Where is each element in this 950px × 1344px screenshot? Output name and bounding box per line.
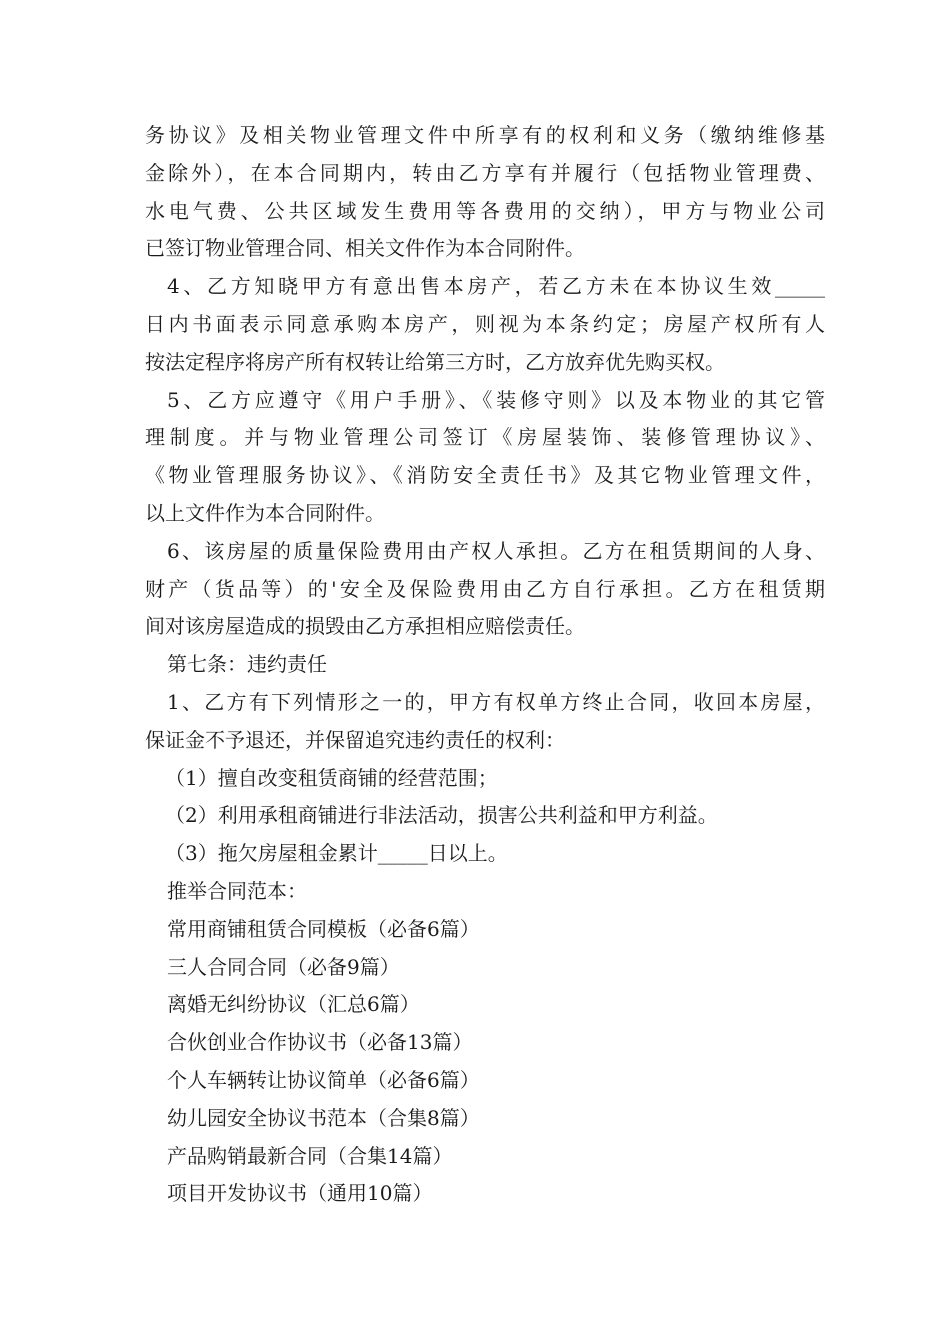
text-line: 金除外），在本合同期内，转由乙方享有并履行（包括物业管理费、 (145, 160, 825, 185)
recommend-link[interactable]: 三人合同合同（必备9篇） (167, 954, 400, 979)
text-line: 日内书面表示同意承购本房产，则视为本条约定；房屋产权所有人 (145, 311, 825, 336)
recommend-link[interactable]: 项目开发协议书（通用10篇） (167, 1181, 433, 1206)
text-line: 理制度。并与物业管理公司签订《房屋装饰、装修管理协议》、 (145, 425, 825, 450)
recommend-link[interactable]: 产品购销最新合同（合集14篇） (167, 1143, 453, 1168)
paragraph-article-7-clause-1 (145, 684, 825, 760)
paragraph-clause-6 (145, 533, 825, 646)
document-body (145, 117, 825, 1213)
text-line: 间对该房屋造成的损毁由乙方承担相应赔偿责任。 (145, 614, 585, 639)
recommend-link[interactable]: 常用商铺租赁合同模板（必备6篇） (167, 916, 480, 941)
article-7-heading: 第七条：违约责任 (167, 652, 327, 677)
recommend-heading: 推举合同范本： (167, 878, 307, 903)
recommend-link[interactable]: 离婚无纠纷协议（汇总6篇） (167, 992, 420, 1017)
text-line: 以上文件作为本合同附件。 (145, 500, 385, 525)
text-line: 1、乙方有下列情形之一的，甲方有权单方终止合同，收回本房屋， (167, 689, 825, 714)
list-item: （2）利用承租商铺进行非法活动，损害公共利益和甲方利益。 (165, 803, 718, 828)
recommend-link[interactable]: 幼儿园安全协议书范本（合集8篇） (167, 1105, 480, 1130)
text-line: 《物业管理服务协议》、《消防安全责任书》及其它物业管理文件， (145, 463, 825, 488)
text-line: 务协议》及相关物业管理文件中所享有的权利和义务（缴纳维修基 (145, 123, 825, 147)
recommend-links-list (145, 911, 825, 1213)
text-line: 已签订物业管理合同、相关文件作为本合同附件。 (145, 236, 585, 261)
recommend-link[interactable]: 个人车辆转让协议简单（必备6篇） (167, 1067, 480, 1092)
text-line: 6、该房屋的质量保险费用由产权人承担。乙方在租赁期间的人身、 (167, 538, 825, 563)
list-item: （1）擅自改变租赁商铺的经营范围； (165, 765, 498, 790)
text-line: 水电气费、公共区域发生费用等各费用的交纳），甲方与物业公司 (145, 198, 825, 223)
text-line: 4、乙方知晓甲方有意出售本房产，若乙方未在本协议生效_____ (167, 274, 825, 299)
text-line: 5、乙方应遵守《用户手册》、《装修守则》以及本物业的其它管 (167, 387, 825, 412)
paragraph-clause-4 (145, 268, 825, 381)
recommend-link[interactable]: 合伙创业合作协议书（必备13篇） (167, 1030, 473, 1055)
text-line: 财产（货品等）的'安全及保险费用由乙方自行承担。乙方在租赁期 (145, 576, 825, 601)
text-line: 按法定程序将房产所有权转让给第三方时，乙方放弃优先购买权。 (145, 349, 725, 374)
paragraph-clause-5 (145, 382, 825, 533)
list-item: （3）拖欠房屋租金累计_____日以上。 (165, 841, 508, 866)
text-line: 保证金不予退还，并保留追究违约责任的权利： (145, 727, 565, 752)
paragraph-property-management-continued (145, 117, 825, 268)
breach-items-list (145, 760, 825, 873)
